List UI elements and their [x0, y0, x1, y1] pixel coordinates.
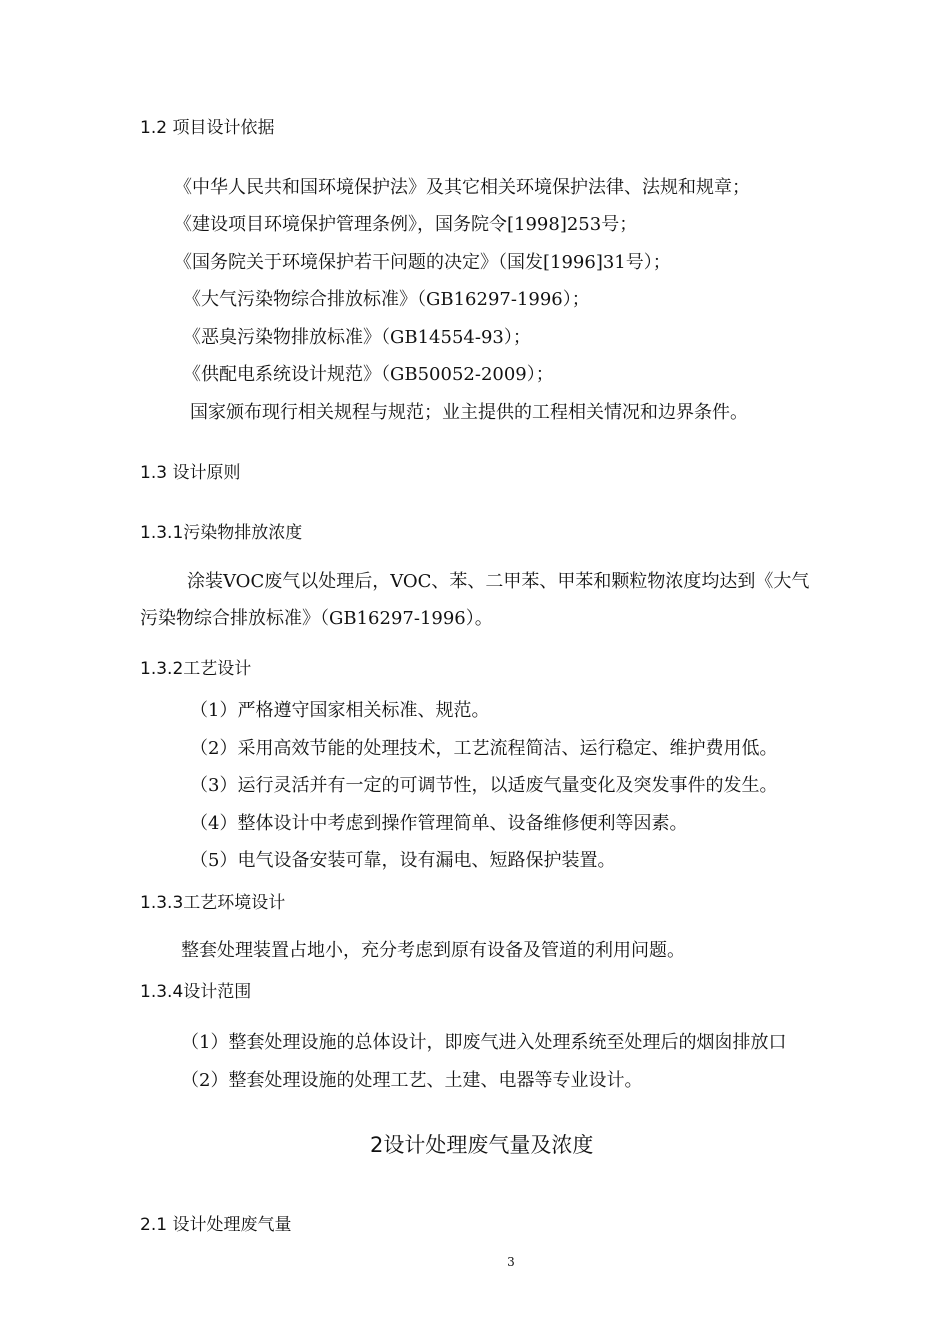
section-heading-1-2: 1.2 项目设计依据 [140, 118, 275, 138]
basis-item-5: 《恶臭污染物排放标准》（GB14554-93）； [183, 327, 531, 348]
process-item-2: （2）采用高效节能的处理技术，工艺流程简洁、运行稳定、维护费用低。 [190, 738, 778, 759]
page-number: 3 [507, 1255, 515, 1269]
basis-item-2: 《建设项目环境保护管理条例》，国务院令[1998]253号； [174, 214, 638, 235]
process-item-5: （5）电气设备安装可靠，设有漏电、短路保护装置。 [190, 850, 616, 871]
process-item-4: （4）整体设计中考虑到操作管理简单、设备维修便利等因素。 [190, 813, 688, 834]
section-heading-2-1: 2.1 设计处理废气量 [140, 1215, 292, 1235]
emission-paragraph-line-2: 污染物综合排放标准》（GB16297-1996）。 [140, 608, 493, 629]
section-heading-1-3-4: 1.3.4设计范围 [140, 982, 252, 1002]
section-heading-1-3: 1.3 设计原则 [140, 463, 241, 483]
scope-item-2: （2）整套处理设施的处理工艺、土建、电器等专业设计。 [181, 1070, 643, 1091]
basis-item-7: 国家颁布现行相关规程与规范；业主提供的工程相关情况和边界条件。 [190, 402, 748, 423]
section-heading-1-3-3: 1.3.3工艺环境设计 [140, 893, 286, 913]
environment-paragraph: 整套处理装置占地小，充分考虑到原有设备及管道的利用问题。 [181, 940, 685, 961]
chapter-2-title: 2设计处理废气量及浓度 [370, 1133, 594, 1157]
basis-item-3: 《国务院关于环境保护若干问题的决定》（国发[1996]31号）； [174, 252, 671, 273]
emission-paragraph-line-1: 涂装VOC废气以处理后，VOC、苯、二甲苯、甲苯和颗粒物浓度均达到《大气 [187, 571, 810, 592]
process-item-3: （3）运行灵活并有一定的可调节性，以适废气量变化及突发事件的发生。 [190, 775, 778, 796]
section-heading-1-3-1: 1.3.1污染物排放浓度 [140, 523, 303, 543]
basis-item-4: 《大气污染物综合排放标准》（GB16297-1996）； [183, 289, 590, 310]
basis-item-1: 《中华人民共和国环境保护法》及其它相关环境保护法律、法规和规章； [174, 177, 750, 198]
section-heading-1-3-2: 1.3.2工艺设计 [140, 659, 252, 679]
process-item-1: （1）严格遵守国家相关标准、规范。 [190, 700, 490, 721]
scope-item-1: （1）整套处理设施的总体设计，即废气进入处理系统至处理后的烟囱排放口 [181, 1032, 787, 1053]
basis-item-6: 《供配电系统设计规范》（GB50052-2009）； [183, 364, 554, 385]
